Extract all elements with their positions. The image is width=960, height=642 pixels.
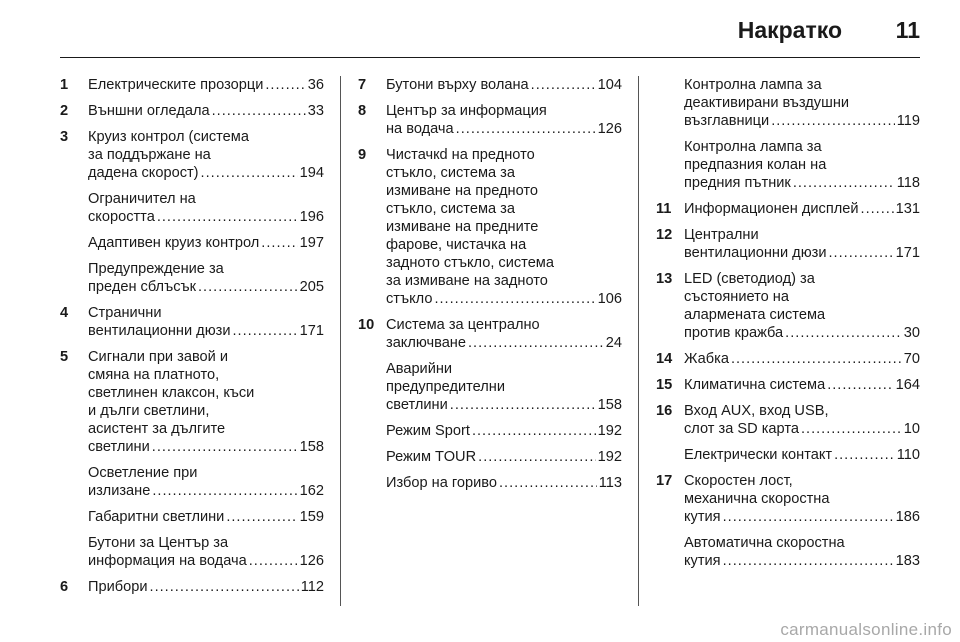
index-entry — [60, 534, 324, 570]
entry-page-number: 158 — [299, 439, 324, 455]
entry-number: 6 — [60, 579, 69, 595]
index-entry — [358, 146, 622, 308]
entry-last-line — [684, 376, 920, 394]
entry-text: механична скоростна — [684, 491, 830, 507]
entry-page-number: 30 — [903, 325, 920, 341]
entry-last-line — [386, 448, 622, 466]
entry-page-number: 194 — [299, 165, 324, 181]
entry-page-number: 33 — [307, 103, 324, 119]
column-divider — [638, 76, 639, 606]
entry-last-line — [684, 200, 920, 218]
entry-page-number: 131 — [895, 201, 920, 217]
entry-number: 9 — [358, 147, 367, 163]
entry-last-line — [386, 334, 622, 352]
dot-leader — [829, 244, 894, 262]
entry-text: измиване на предните — [386, 219, 539, 235]
entry-number: 11 — [656, 201, 672, 217]
index-entry — [60, 76, 324, 94]
entry-page-number: 192 — [597, 449, 622, 465]
entry-page-number: 126 — [299, 553, 324, 569]
entry-text: Жабка — [684, 351, 729, 367]
page-title: Накратко — [737, 17, 842, 43]
entry-last-line — [88, 278, 324, 296]
index-entry — [358, 474, 622, 492]
entry-text: за поддържане на — [88, 147, 211, 163]
entry-text: Електрическите прозорци — [88, 77, 264, 93]
entry-last-line — [88, 508, 324, 526]
entry-last-line — [684, 508, 920, 526]
page-header — [0, 0, 960, 62]
entry-text: кутия — [684, 509, 721, 525]
entry-page-number: 119 — [896, 113, 920, 129]
index-entry — [60, 348, 324, 456]
entry-page-number: 36 — [307, 77, 324, 93]
index-entry — [60, 464, 324, 500]
entry-page-number: 159 — [299, 509, 324, 525]
entry-text: дадена скорост) — [88, 165, 199, 181]
entry-page-number: 10 — [903, 421, 920, 437]
index-entry — [656, 376, 920, 394]
entry-text: Автоматична скоростна — [684, 535, 845, 551]
entry-text: стъкло — [386, 291, 433, 307]
dot-leader — [801, 420, 902, 438]
entry-number: 10 — [358, 317, 375, 333]
entry-text: кутия — [684, 553, 721, 569]
entry-text: и дълги светлини, — [88, 403, 210, 419]
dot-leader — [226, 508, 297, 526]
dot-leader — [434, 290, 595, 308]
dot-leader — [478, 448, 596, 466]
entry-page-number: 171 — [895, 245, 920, 261]
entry-text: Режим Sport — [386, 423, 470, 439]
entry-text: Предупреждение за — [88, 261, 224, 277]
entry-last-line — [88, 322, 324, 340]
entry-text: скоростта — [88, 209, 155, 225]
entry-text: вентилационни дюзи — [684, 245, 827, 261]
dot-leader — [771, 112, 895, 130]
entry-text: Бутони за Център за — [88, 535, 229, 551]
entry-number: 2 — [60, 103, 69, 119]
dot-leader — [731, 350, 902, 368]
dot-leader — [152, 438, 298, 456]
entry-last-line — [88, 164, 324, 182]
entry-last-line — [684, 420, 920, 438]
entry-text: Електрически контакт — [684, 447, 833, 463]
entry-last-line — [88, 76, 324, 94]
dot-leader — [827, 376, 893, 394]
entry-last-line — [684, 350, 920, 368]
entry-number: 13 — [656, 271, 673, 287]
entry-text: заключване — [386, 335, 466, 351]
entry-text: Прибори — [88, 579, 148, 595]
entry-last-line — [88, 438, 324, 456]
index-entry — [60, 128, 324, 182]
index-entry — [60, 234, 324, 252]
index-entry — [60, 304, 324, 340]
entry-text: Централни — [684, 227, 759, 243]
entry-text: светлинен клаксон, къси — [88, 385, 255, 401]
entry-page-number: 196 — [299, 209, 324, 225]
entry-page-number: 112 — [300, 579, 324, 595]
entry-text: Система за централно — [386, 317, 540, 333]
dot-leader — [261, 234, 297, 252]
entry-text: Център за информация — [386, 103, 547, 119]
entry-page-number: 162 — [299, 483, 324, 499]
entry-number: 3 — [60, 129, 69, 145]
entry-last-line — [88, 208, 324, 226]
dot-leader — [468, 334, 604, 352]
entry-page-number: 104 — [597, 77, 622, 93]
index-entry — [358, 76, 622, 94]
entry-text: Режим TOUR — [386, 449, 477, 465]
dot-leader — [265, 76, 305, 94]
index-entry — [358, 422, 622, 440]
index-entry — [60, 578, 324, 596]
entry-page-number: 70 — [903, 351, 920, 367]
entry-last-line — [684, 324, 920, 342]
entry-text: Ограничител на — [88, 191, 196, 207]
entry-text: светлини — [386, 397, 448, 413]
dot-leader — [233, 322, 298, 340]
dot-leader — [793, 174, 895, 192]
index-entry — [656, 472, 920, 526]
entry-page-number: 126 — [597, 121, 622, 137]
index-column-2 — [358, 76, 622, 500]
entry-text: Аварийни — [386, 361, 453, 377]
entry-text: Странични — [88, 305, 162, 321]
column-divider — [340, 76, 341, 606]
entry-text: състоянието на — [684, 289, 789, 305]
entry-last-line — [88, 102, 324, 120]
entry-text: Климатична система — [684, 377, 826, 393]
dot-leader — [456, 120, 596, 138]
entry-number: 15 — [656, 377, 673, 393]
entry-text: Чистачкd на предното — [386, 147, 535, 163]
entry-page-number: 205 — [299, 279, 324, 295]
entry-text: стъкло, система за — [386, 201, 515, 217]
entry-last-line — [684, 244, 920, 262]
dot-leader — [834, 446, 895, 464]
dot-leader — [861, 200, 894, 218]
entry-page-number: 164 — [895, 377, 920, 393]
entry-last-line — [386, 422, 622, 440]
entry-text: предпазния колан на — [684, 157, 827, 173]
entry-page-number: 192 — [597, 423, 622, 439]
entry-text: деактивирани въздушни — [684, 95, 850, 111]
entry-last-line — [684, 112, 920, 130]
dot-leader — [531, 76, 596, 94]
index-entry — [656, 402, 920, 438]
index-entry — [358, 360, 622, 414]
entry-text: Бутони върху волана — [386, 77, 529, 93]
index-column-3 — [656, 76, 920, 578]
entry-page-number: 118 — [896, 175, 920, 191]
entry-page-number: 186 — [895, 509, 920, 525]
dot-leader — [212, 102, 306, 120]
entry-text: за измиване на задното — [386, 273, 548, 289]
entry-last-line — [684, 446, 920, 464]
index-entry — [358, 448, 622, 466]
index-entry — [60, 190, 324, 226]
dot-leader — [201, 164, 298, 182]
entry-text: слот за SD карта — [684, 421, 799, 437]
entry-last-line — [88, 482, 324, 500]
entry-page-number: 24 — [605, 335, 622, 351]
entry-text: Габаритни светлини — [88, 509, 225, 525]
entry-text: предния пътник — [684, 175, 791, 191]
entry-text: Контролна лампа за — [684, 139, 822, 155]
entry-page-number: 197 — [299, 235, 324, 251]
entry-text: Информационен дисплей — [684, 201, 859, 217]
entry-text: на водача — [386, 121, 454, 137]
index-entry — [656, 138, 920, 192]
header-divider — [60, 57, 920, 58]
dot-leader — [785, 324, 902, 342]
entry-last-line — [684, 174, 920, 192]
entry-last-line — [386, 120, 622, 138]
entry-text: асистент за дългите — [88, 421, 226, 437]
entry-last-line — [684, 552, 920, 570]
entry-text: възглавници — [684, 113, 770, 129]
entry-number: 8 — [358, 103, 367, 119]
entry-text: фарове, чистачка на — [386, 237, 527, 253]
index-column-1 — [60, 76, 324, 604]
entry-text: предупредителни — [386, 379, 505, 395]
dot-leader — [723, 552, 894, 570]
entry-last-line — [386, 396, 622, 414]
entry-text: смяна на платното, — [88, 367, 220, 383]
index-entry — [60, 508, 324, 526]
entry-last-line — [88, 578, 324, 596]
entry-page-number: 158 — [597, 397, 622, 413]
dot-leader — [152, 482, 297, 500]
index-entry — [656, 534, 920, 570]
entry-text: преден сблъсък — [88, 279, 196, 295]
dot-leader — [150, 578, 299, 596]
entry-text: против кражба — [684, 325, 784, 341]
index-entry — [656, 270, 920, 342]
entry-page-number: 110 — [896, 447, 920, 463]
dot-leader — [450, 396, 596, 414]
entry-text: излизане — [88, 483, 151, 499]
index-entry — [656, 226, 920, 262]
entry-number: 7 — [358, 77, 367, 93]
entry-last-line — [386, 474, 622, 492]
dot-leader — [723, 508, 894, 526]
index-entry — [60, 102, 324, 120]
entry-text: алармената система — [684, 307, 826, 323]
entry-page-number: 171 — [299, 323, 324, 339]
entry-last-line — [386, 290, 622, 308]
dot-leader — [499, 474, 597, 492]
entry-text: Избор на гориво — [386, 475, 497, 491]
watermark: carmanualsonline.info — [780, 620, 952, 639]
dot-leader — [198, 278, 298, 296]
entry-text: измиване на предното — [386, 183, 539, 199]
index-entry — [656, 200, 920, 218]
entry-number: 16 — [656, 403, 673, 419]
entry-last-line — [386, 76, 622, 94]
entry-number: 1 — [60, 77, 69, 93]
entry-page-number: 113 — [598, 475, 622, 491]
entry-text: Осветление при — [88, 465, 198, 481]
page-number: 11 — [895, 17, 920, 43]
entry-number: 17 — [656, 473, 673, 489]
dot-leader — [157, 208, 298, 226]
index-entry — [656, 446, 920, 464]
dot-leader — [472, 422, 596, 440]
index-entry — [656, 350, 920, 368]
index-entry — [358, 316, 622, 352]
entry-text: Круиз контрол (система — [88, 129, 249, 145]
entry-number: 4 — [60, 305, 69, 321]
index-entry — [60, 260, 324, 296]
entry-number: 14 — [656, 351, 673, 367]
index-entry — [656, 76, 920, 130]
entry-text: задното стъкло, система — [386, 255, 554, 271]
entry-text: информация на водача — [88, 553, 247, 569]
entry-page-number: 183 — [895, 553, 920, 569]
entry-last-line — [88, 234, 324, 252]
index-entry — [358, 102, 622, 138]
entry-text: Адаптивен круиз контрол — [88, 235, 260, 251]
entry-number: 5 — [60, 349, 69, 365]
entry-text: светлини — [88, 439, 150, 455]
entry-text: Външни огледала — [88, 103, 210, 119]
entry-page-number: 106 — [597, 291, 622, 307]
entry-text: Сигнали при завой и — [88, 349, 229, 365]
entry-text: Вход AUX, вход USB, — [684, 403, 829, 419]
entry-text: Контролна лампа за — [684, 77, 822, 93]
entry-text: вентилационни дюзи — [88, 323, 231, 339]
entry-number: 12 — [656, 227, 673, 243]
entry-text: Скоростен лост, — [684, 473, 793, 489]
entry-text: LED (светодиод) за — [684, 271, 815, 287]
dot-leader — [249, 552, 298, 570]
entry-text: стъкло, система за — [386, 165, 515, 181]
entry-last-line — [88, 552, 324, 570]
